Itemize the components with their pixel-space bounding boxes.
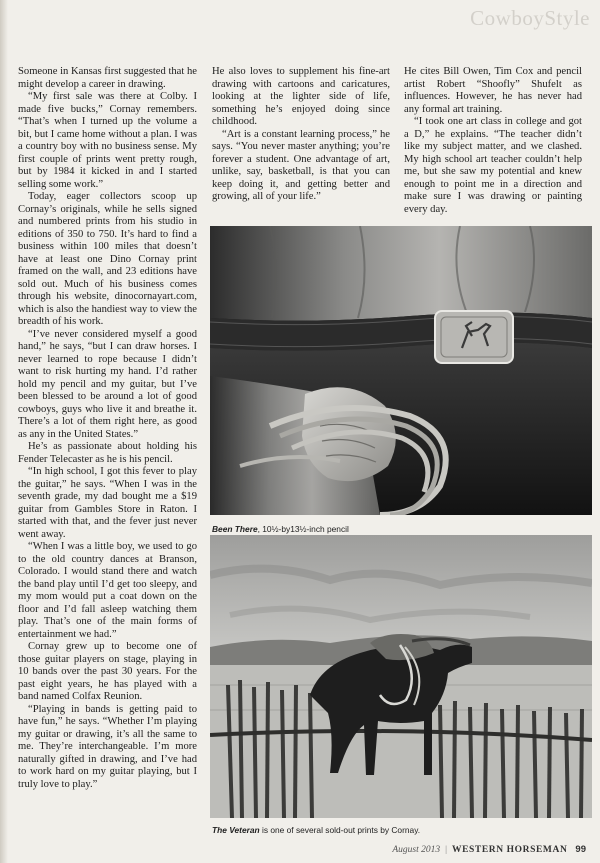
caption-been-there [212,524,349,534]
paragraph: Cornay grew up to become one of those guitar players on stage, playing in 10 bands over the past 30 years. For the past eight years, he has played with a band named Colfax Reunion. [18,641,197,702]
text-column-1 [18,66,197,791]
paragraph: He also loves to supplement his fine-art drawing with cartoons and caricatures, looking at the lighter side of life, something he’s enjoyed doing since childhood. [212,66,390,127]
paragraph: He’s as passionate about holding his Fender Telecaster as he is his pencil. [18,441,197,465]
paragraph: “Art is a constant learning process,” he says. “You never master anything; you’re forever a student. One advantage of art, unlike, say, basketball, is that you can keep doing it, and getting better and growing, all of your life.” [212,128,390,202]
paragraph: “In high school, I got this fever to play the guitar,” he says. “When I was in the seventh grade, my dad bought me a $19 guitar from Gambles Store in Raton. I started with that, and the fever just never went away. [18,466,197,540]
paragraph: “I’ve never considered myself a good hand,” he says, “but I can draw horses. I never learned to rope because I didn’t want to risk hurting my hand. I’d rather hold my pencil and my guitar, but I’ve been blessed to be around a lot of good cowboys, guys who live it and breathe it. There’s a lot of them right here, as good as any in the United States.” [18,328,197,440]
caption-title: The Veteran [212,825,260,835]
the-veteran-drawing [210,535,592,818]
section-header: CowboyStyle [470,6,590,30]
magazine-name: WESTERN HORSEMAN [451,845,568,855]
page-number: 99 [575,844,586,855]
caption-detail: , 10½-by13½-inch pencil [257,524,349,534]
paragraph: “My first sale was there at Colby. I made five bucks,” Cornay remembers. “That’s when I turned up the volume a bit, but I came home without a plan. I was a country boy with no business sense. My first couple of prints went pretty rough, but by 1984 it kicked in and I started selling some work.” [18,91,197,190]
caption-title: Been There [212,524,258,534]
paragraph: He cites Bill Owen, Tim Cox and pencil artist Robert “Shoofly” Shufelt as influences. However, he has never had any formal art training. [404,66,582,115]
caption-detail: is one of several sold-out prints by Cornay. [259,825,421,835]
issue-date: August 2013 [392,845,441,855]
been-there-drawing [210,226,592,515]
paragraph: Today, eager collectors scoop up Cornay’s originals, while he sells signed and numbered prints from his studio in editions of 350 to 750. It’s hard to find a business within 100 miles that doesn’t have at least one Dino Cornay print framed on the wall, and 23 editions have sold out. Much of his business comes through his website, dinocornayart.com, which is also the handiest way to view the breadth of his work. [18,191,197,327]
caption-the-veteran [212,825,420,835]
text-column-3 [404,66,582,216]
page-binding-shadow [0,0,8,863]
text-column-2 [212,66,390,204]
page-footer [392,844,586,855]
paragraph: Someone in Kansas first suggested that he might develop a career in drawing. [18,66,197,90]
paragraph: “I took one art class in college and got a D,” he explains. “The teacher didn’t like my subject matter, and we clashed. My high school art teacher couldn’t help me, but she saw my potential and knew enough to point me in a direction and make sure I was drawing or painting every day. [404,116,582,215]
paragraph: “When I was a little boy, we used to go to the old country dances at Branson, Colorado. I would stand there and watch the band play until I’d get too sleepy, and my mom would put a coat down on the floor and I’d fall asleep watching them play. That’s one of the main forms of entertainment we had.” [18,541,197,640]
footer-separator: | [445,845,447,855]
artwork-been-there [210,226,592,515]
artwork-the-veteran [210,535,592,818]
paragraph: “Playing in bands is getting paid to have fun,” he says. “Whether I’m playing my guitar or drawing, it’s all the same to me. They’re interchangeable. I’m more naturally gifted in drawing, and I’ve had to work hard on my guitar playing, but I truly love to play.” [18,703,197,790]
